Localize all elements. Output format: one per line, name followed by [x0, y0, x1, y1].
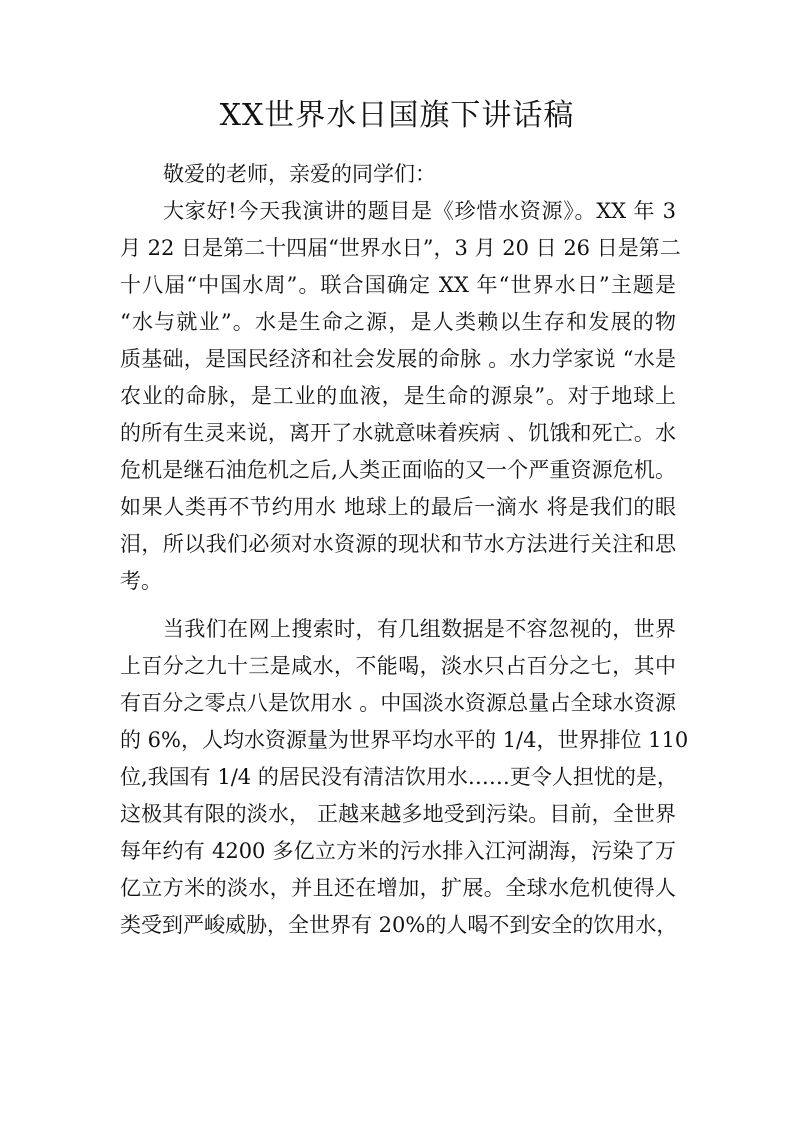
paragraph1-line: “水与就业”。水是生命之源，是人类赖以生存和发展的物 — [120, 310, 676, 334]
paragraph1-line: 危机是继石油危机之后,人类正面临的又一个严重资源危机。 — [120, 458, 676, 482]
document-title: XX世界水日国旗下讲话稿 — [219, 98, 575, 133]
paragraph2-line: 亿立方米的淡水，并且还在增加，扩展。全球水危机使得人 — [120, 876, 676, 900]
paragraph1-line: 的所有生灵来说，离开了水就意味着疾病 、饥饿和死亡。水 — [120, 421, 676, 445]
paragraph2-line: 有百分之零点八是饮用水 。中国淡水资源总量占全球水资源 — [120, 691, 676, 715]
paragraph1-line: 质基础，是国民经济和社会发展的命脉 。水力学家说 “水是 — [120, 347, 676, 371]
paragraph1-line: 大家好!今天我演讲的题目是《珍惜水资源》。XX 年 3 — [163, 199, 676, 223]
paragraph1-line: 农业的命脉，是工业的血液，是生命的源泉”。对于地球上 — [120, 384, 676, 408]
paragraph2-line: 每年约有 4200 多亿立方米的污水排入江河湖海，污染了万 — [120, 839, 676, 863]
paragraph2-line: 类受到严峻威胁，全世界有 20%的人喝不到安全的饮用水， — [120, 913, 678, 937]
paragraph1-line: 月 22 日是第二十四届“世界水日”，3 月 20 日 26 日是第二 — [120, 236, 681, 260]
paragraph1-line: 如果人类再不节约用水 地球上的最后一滴水 将是我们的眼 — [120, 495, 676, 519]
paragraph2-line: 当我们在网上搜索时，有几组数据是不容忽视的，世界 — [163, 617, 676, 641]
paragraph2-line: 上百分之九十三是咸水，不能喝，淡水只占百分之七，其中 — [120, 654, 676, 678]
paragraph2-line: 的 6%，人均水资源量为世界平均水平的 1/4，世界排位 110 — [120, 728, 689, 752]
greeting-line: 敬爱的老师，亲爱的同学们： — [163, 162, 436, 186]
paragraph1-line: 十八届“中国水周”。联合国确定 XX 年“世界水日”主题是 — [120, 273, 676, 297]
paragraph1-line: 泪，所以我们必须对水资源的现状和节水方法进行关注和思 — [120, 532, 676, 556]
paragraph2-line: 位,我国有 1/4 的居民没有清洁饮用水……更令人担忧的是， — [120, 765, 678, 789]
paragraph1-line: 考。 — [120, 569, 162, 593]
paragraph2-line: 这极其有限的淡水， 正越来越多地受到污染。目前，全世界 — [120, 802, 676, 826]
